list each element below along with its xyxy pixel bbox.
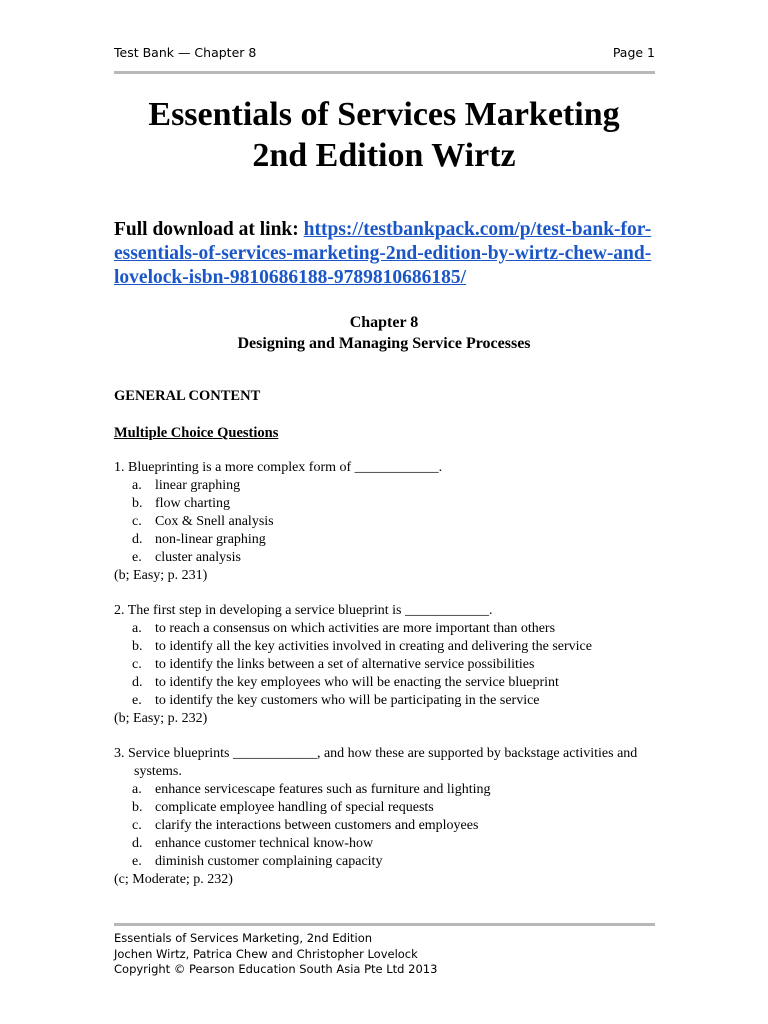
answer-reference: (b; Easy; p. 232) — [114, 711, 208, 726]
answer-option-e: e. to identify the key customers who will be participating in the service — [132, 693, 540, 708]
answer-option-b: b. to identify all the key activities involved in creating and delivering the service — [132, 639, 592, 654]
answer-option-b: b. complicate employee handling of special requests — [132, 800, 434, 815]
question-2 — [114, 602, 659, 728]
question-3 — [114, 745, 659, 889]
answer-option-a: a. to reach a consensus on which activities are more important than others — [132, 621, 556, 636]
answer-reference: (b; Easy; p. 231) — [114, 568, 208, 583]
question-text: 1. Blueprinting is a more complex form of ____________. — [114, 460, 443, 475]
answer-reference: (c; Moderate; p. 232) — [114, 872, 233, 887]
answer-option-c: c. to identify the links between a set of alternative service possibilities — [132, 657, 535, 672]
footer-divider — [114, 923, 655, 926]
title-line-2: 2nd Edition Wirtz — [252, 137, 516, 174]
section-heading: GENERAL CONTENT — [114, 388, 261, 404]
header-title: Test Bank — Chapter 8 — [114, 45, 257, 60]
answer-option-e: e. diminish customer complaining capacity — [132, 854, 383, 869]
footer-book-title: Essentials of Services Marketing, 2nd Edition — [114, 931, 373, 945]
answer-option-a: a. linear graphing — [132, 478, 241, 493]
footer-authors: Jochen Wirtz, Patrica Chew and Christopher Lovelock — [114, 946, 418, 961]
download-notice — [114, 218, 659, 290]
header-divider — [114, 71, 655, 74]
question-text: 3. Service blueprints ____________, and how these are supported by backstage activities and systems. — [114, 746, 638, 779]
page-footer — [114, 931, 437, 978]
answer-option-b: b. flow charting — [132, 496, 231, 511]
footer-copyright: Copyright © Pearson Education South Asia Pte Ltd 2013 — [114, 962, 438, 976]
chapter-heading — [0, 312, 768, 354]
answer-option-d: d. to identify the key employees who will be enacting the service blueprint — [132, 675, 559, 690]
answer-option-d: d. enhance customer technical know-how — [132, 836, 374, 851]
answer-option-c: c. clarify the interactions between customers and employees — [132, 818, 479, 833]
page-number: Page 1 — [612, 45, 655, 60]
chapter-number: Chapter 8 — [349, 314, 419, 331]
answer-option-c: c. Cox & Snell analysis — [132, 514, 274, 529]
answer-option-d: d. non-linear graphing — [132, 532, 266, 547]
question-text: 2. The first step in developing a service blueprint is ____________. — [114, 603, 493, 618]
page-header — [114, 45, 655, 60]
download-label: Full download at link: — [114, 219, 304, 240]
answer-option-a: a. enhance servicescape features such as furniture and lighting — [132, 782, 491, 797]
download-link[interactable]: https://testbankpack.com/p/test-bank-for-essentials-of-services-marketing-2nd-edition-by-wirtz-chew-and-lovelock-isbn-9810686188-9789810686185/ — [114, 219, 652, 288]
answer-option-e: e. cluster analysis — [132, 550, 241, 565]
subsection-heading: Multiple Choice Questions — [114, 425, 279, 441]
question-1 — [114, 459, 659, 585]
document-title — [0, 94, 768, 176]
title-line-1: Essentials of Services Marketing — [148, 96, 620, 133]
chapter-name: Designing and Managing Service Processes — [237, 335, 531, 352]
